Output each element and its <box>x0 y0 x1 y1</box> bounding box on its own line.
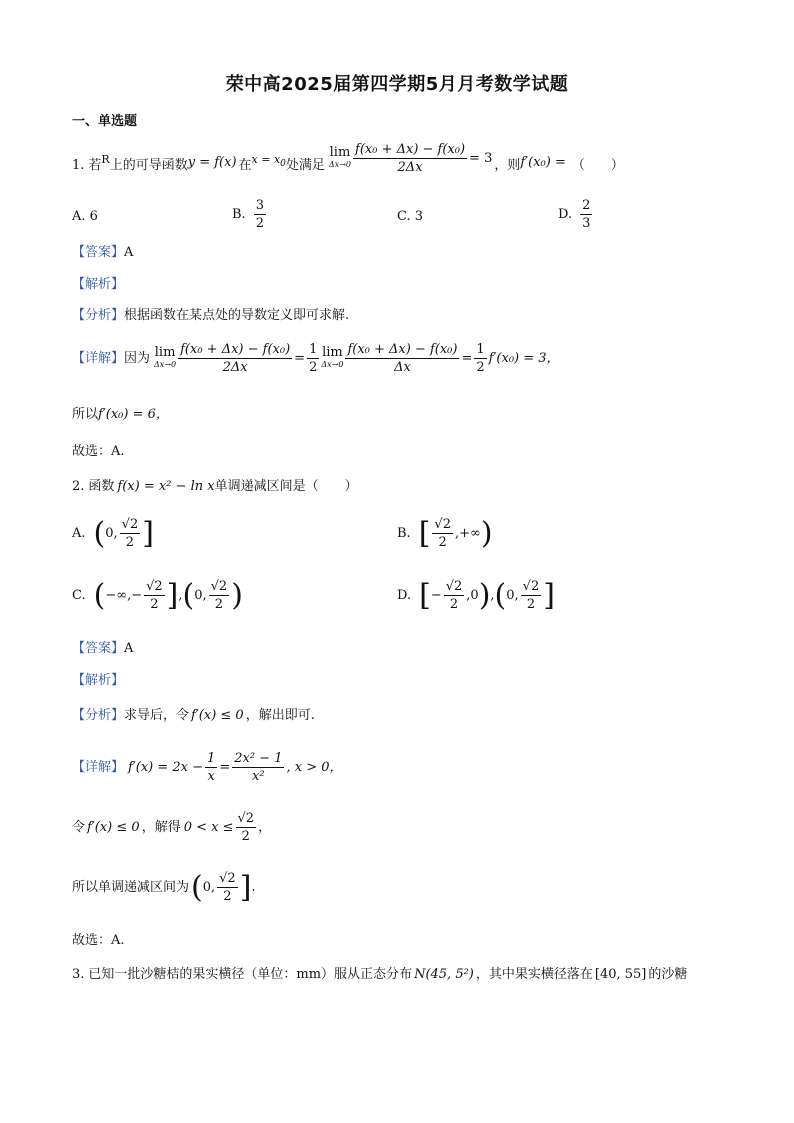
option-c: C. 3 <box>397 209 424 224</box>
ling-line: 令 f′(x) ≤ 0 ，解得 0 < x ≤ $\frac{√2}{2}$ ， <box>72 811 272 844</box>
q2-option-c: C. ( −∞,− $\frac{√2}{2}$ ] , ( 0, $\frac{√2}{2}$ ) <box>72 577 243 613</box>
limit-operator: lim Δx→0 <box>328 144 352 169</box>
question-2-stem: 2. 函数 f(x) = x² − ln x 单调递减区间是（ ） <box>72 479 358 494</box>
limit-fraction: $\frac{\text{f(x₀ + Δx) − f(x₀)}}{2\Delta x}$ <box>355 142 466 175</box>
pick-line-2: 故选：A. <box>72 933 125 948</box>
section-heading: 一、单选题 <box>72 114 138 129</box>
analysis-label-2: 【解析】 <box>72 673 125 688</box>
question-number: 1. <box>72 157 85 173</box>
q2-option-b: B. [ $\frac{√2}{2}$ ,+∞ ) <box>397 515 493 551</box>
answer-line: 【答案】A <box>72 245 134 260</box>
pick-line-1: 故选：A. <box>72 444 125 459</box>
page-title: 荣中高2025届第四学期5月月考数学试题 <box>225 74 569 95</box>
analysis-label: 【解析】 <box>72 277 125 292</box>
detail-line-2: 【详解】 f′(x) = 2x − $\frac{1}{x}$ = $\frac{\text{2x² − 1}}{\text{x²}}$ , x > 0， <box>72 751 343 784</box>
fenxi-line: 【分析】根据函数在某点处的导数定义即可求解. <box>72 308 350 323</box>
q2-option-a: A. ( 0, $\frac{√2}{2}$ ] <box>72 515 154 551</box>
question-1-stem: 1. 若 R 上的可导函数 y = f(x) 在 $x = x_0$ 处满足 lim Δx→0 $\frac{\text{f(x₀ + Δx) − f(x₀)}}{2\Delta x}$ = 3 ，则 f′(x₀) = （ ） <box>72 142 624 175</box>
fenxi-line-2: 【分析】求导后，令 f′(x) ≤ 0 ，解出即可. <box>72 708 315 723</box>
option-d: D. $\frac{2}{3}$ <box>558 198 591 231</box>
option-a: A. 6 <box>72 209 98 224</box>
detail-line: 【详解】 因为 lim Δx→0 $\frac{\text{f(x₀ + Δx) − f(x₀)}}{2\Delta x}$ = $\frac{1}{2}$ lim Δx→0 $\frac{\text{f(x₀ + Δx) − f(x₀)}}{\Delta x}$ = $\frac{1}{2}$ f′(x₀) = 3， <box>72 342 560 375</box>
option-b: B. $\frac{3}{2}$ <box>232 198 264 231</box>
so-line-2: 所以单调递减区间为 ( 0, $\frac{√2}{2}$ ] . <box>72 869 256 905</box>
so-line: 所以f′(x₀) = 6， <box>72 407 169 422</box>
answer-line-2: 【答案】A <box>72 641 134 656</box>
question-3-stem: 3. 已知一批沙糖桔的果实横径（单位：mm）服从正态分布 N(45, 5²) ，其中果实横径落在 [40, 55] 的沙糖 <box>72 967 688 982</box>
q2-option-d: D. [ − $\frac{√2}{2}$ ,0 ) , ( 0, $\frac{√2}{2}$ ] <box>397 577 555 613</box>
